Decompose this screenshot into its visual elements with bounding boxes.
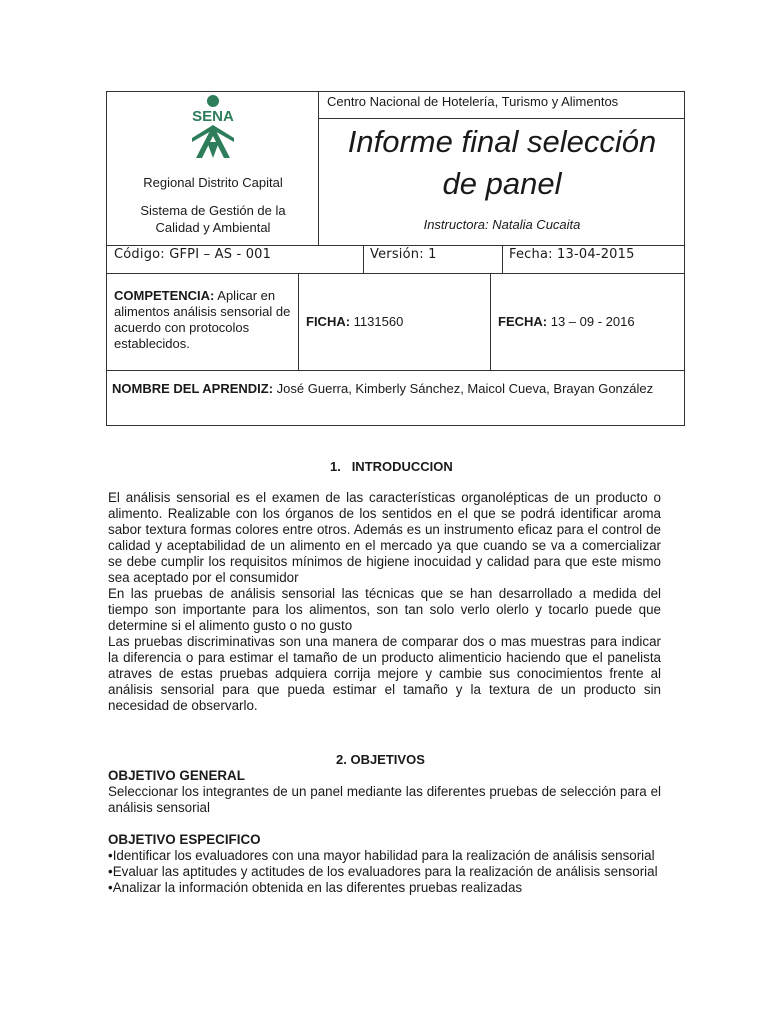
fecha-doc-label: Fecha: 13-04-2015 bbox=[509, 247, 635, 262]
fecha-label: FECHA: bbox=[498, 314, 548, 329]
objetivos-heading: 2. OBJETIVOS bbox=[336, 752, 425, 767]
objetivos-body bbox=[108, 768, 661, 896]
intro-heading-number: 1. bbox=[330, 459, 341, 474]
aprendiz-cell bbox=[112, 380, 680, 398]
logo-text: SENA bbox=[192, 108, 234, 125]
document-title-line-2: de panel bbox=[442, 166, 562, 201]
region-label: Regional Distrito Capital bbox=[143, 175, 283, 190]
aprendiz-label: NOMBRE DEL APRENDIZ: bbox=[112, 381, 274, 396]
divider bbox=[490, 273, 491, 370]
objetivo-especifico-heading: OBJETIVO ESPECIFICO bbox=[108, 832, 261, 847]
intro-body bbox=[108, 490, 661, 714]
intro-paragraph: En las pruebas de análisis sensorial las técnicas que se han desarrollado a medida del tiempo son importante para los alimentos, son tan solo verlo olerlo y tocarlo puede que determine si el alimento gusto o no gusto bbox=[108, 586, 661, 633]
fecha-cell bbox=[498, 314, 678, 329]
divider bbox=[363, 245, 364, 274]
objetivo-item: •Evaluar las aptitudes y actitudes de los evaluadores para la realización de análisis sensorial bbox=[108, 864, 658, 879]
divider bbox=[106, 245, 685, 246]
objetivo-item: •Analizar la información obtenida en las diferentes pruebas realizadas bbox=[108, 880, 523, 895]
intro-paragraph: El análisis sensorial es el examen de las características organolépticas de un producto o alimento. Realizable con los órganos de los sentidos en el que se podrá identificar aroma sabor textura formas colores entre otros. Además es un instrumento eficaz para el control de calidad y aceptabilidad de un alimento en el mercado ya que cuando se va a comercializar se debe cumplir los requisitos mínimos de higiene inocuidad y calidad para que este mismo sea aceptado por el consumidor bbox=[108, 490, 661, 585]
document-title-line-1: Informe final selección bbox=[347, 124, 657, 159]
instructor-label: Instructora: Natalia Cucaita bbox=[423, 217, 581, 232]
sena-logo-icon bbox=[178, 94, 248, 162]
objetivo-item: •Identificar los evaluadores con una mayor habilidad para la realización de análisis sensorial bbox=[108, 848, 655, 863]
divider bbox=[298, 273, 299, 370]
ficha-label: FICHA: bbox=[306, 314, 351, 329]
divider bbox=[106, 370, 685, 371]
ficha-cell bbox=[306, 314, 486, 329]
spacer bbox=[108, 816, 661, 832]
divider bbox=[318, 91, 319, 246]
divider bbox=[502, 245, 503, 274]
aprendiz-value: José Guerra, Kimberly Sánchez, Maicol Cueva, Brayan González bbox=[273, 381, 654, 396]
objetivo-general-text: Seleccionar los integrantes de un panel mediante las diferentes pruebas de selección para el análisis sensorial bbox=[108, 784, 661, 815]
competencia-value: Aplicar en alimentos análisis sensorial de acuerdo con protocolos establecidos. bbox=[114, 288, 291, 351]
divider bbox=[106, 273, 685, 274]
system-line-1: Sistema de Gestión de la bbox=[140, 203, 286, 218]
competencia-label: COMPETENCIA: bbox=[114, 288, 215, 303]
center-name: Centro Nacional de Hotelería, Turismo y Alimentos bbox=[327, 94, 619, 109]
sena-logo bbox=[178, 94, 248, 162]
objetivo-general-heading: OBJETIVO GENERAL bbox=[108, 768, 245, 783]
intro-paragraph: Las pruebas discriminativas son una manera de comparar dos o mas muestras para indicar la diferencia o para estimar el tamaño de un producto alimenticio haciendo que el panelista atraves de estas pruebas adquiera corrija mejore y cambie sus conocimientos frente al análisis sensorial para que pueda estimar el tamaño y la textura de un producto sin necesidad de observarlo. bbox=[108, 634, 661, 713]
intro-heading-text: INTRODUCCION bbox=[351, 459, 453, 474]
intro-heading bbox=[330, 459, 453, 474]
codigo-label: Código: GFPI – AS - 001 bbox=[114, 247, 272, 262]
system-line-2: Calidad y Ambiental bbox=[155, 220, 271, 235]
divider bbox=[318, 118, 685, 119]
competencia-cell bbox=[114, 288, 292, 352]
fecha-value: 13 – 09 - 2016 bbox=[547, 314, 635, 329]
version-label: Versión: 1 bbox=[370, 247, 437, 262]
ficha-value: 1131560 bbox=[350, 314, 404, 329]
